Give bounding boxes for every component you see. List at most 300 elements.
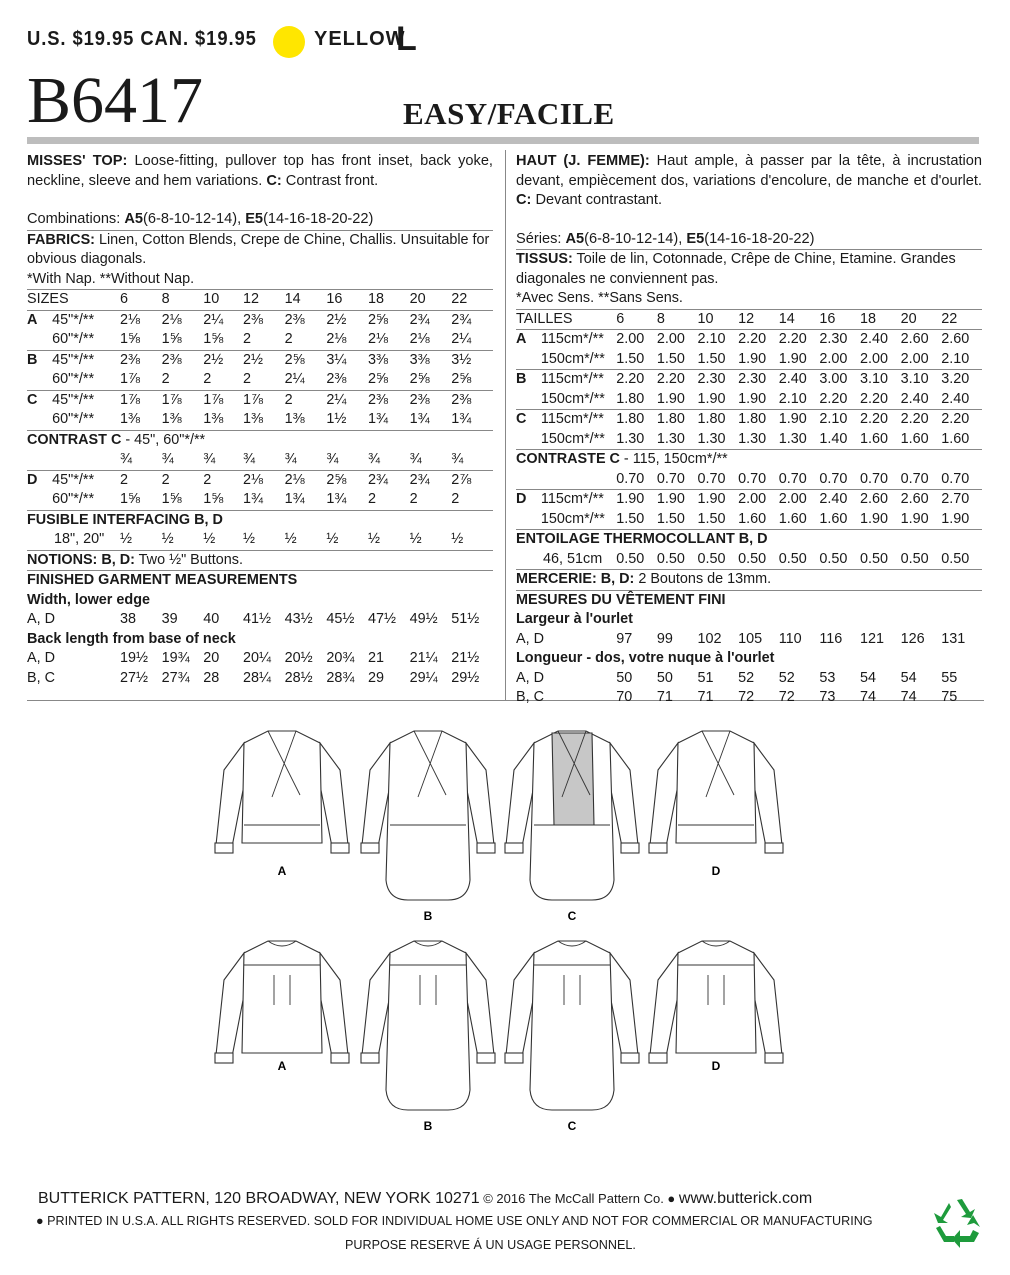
table-cell: Back length from base of neck [27, 630, 236, 647]
table-cell: 2.40 [941, 390, 970, 407]
fabrics-label: TISSUS: [516, 251, 573, 267]
table-cell: 3⅜ [410, 350, 452, 370]
table-cell: 2¼ [284, 371, 305, 387]
table-cell: 2¼ [203, 311, 224, 328]
table-cell: B, C [27, 669, 55, 686]
table-cell: 3¼ [326, 350, 368, 370]
table-cell: 51½ [451, 611, 480, 627]
table-cell: A, D [516, 669, 544, 686]
table-cell: D [27, 470, 52, 490]
table-cell: 18 [368, 290, 410, 311]
table-cell: 110 [778, 630, 802, 647]
table-cell: 2.30 [819, 331, 848, 347]
table-cell: 12 [243, 290, 285, 311]
front-view-a-label: A [277, 864, 287, 878]
width-label-row [516, 610, 982, 630]
table-cell: 2⅝ [285, 350, 327, 370]
table-cell: 1.90 [738, 390, 767, 407]
price: U.S. $19.95 CAN. $19.95 [27, 28, 257, 50]
table-cell: 2 [409, 491, 418, 507]
table-cell: 22 [451, 290, 493, 311]
table-cell: 54 [859, 669, 876, 686]
table-cell: 1.90 [657, 490, 698, 510]
table-cell: 14 [779, 309, 820, 330]
table-cell: 29 [367, 669, 384, 686]
yardage-row [27, 470, 493, 490]
back-view-d-label: D [711, 1059, 721, 1073]
table-cell [27, 490, 52, 510]
contrast-row [516, 470, 982, 490]
table-cell: 1¾ [243, 491, 264, 507]
table-cell: 29¼ [409, 669, 438, 686]
table-cell: 1⅜ [284, 411, 305, 427]
front-view-b-label: B [423, 909, 433, 923]
table-cell: 121 [859, 630, 884, 647]
table-cell: ½ [119, 531, 132, 547]
fabrics-label: FABRICS: [27, 231, 95, 248]
table-cell: 2 [161, 371, 170, 387]
table-cell: 0.50 [697, 550, 726, 567]
table-cell: 38 [119, 611, 136, 627]
front-view-d-label: D [711, 864, 721, 878]
table-cell: 2⅜ [451, 390, 493, 410]
table-cell: 2¼ [326, 390, 368, 410]
table-cell: ½ [367, 531, 380, 547]
width-label-row [27, 591, 493, 611]
table-cell: 150cm*/** [540, 430, 605, 447]
contrast-label: CONTRAST C [27, 431, 122, 448]
table-cell: 1.80 [616, 390, 645, 407]
table-cell: 2 [203, 371, 212, 387]
table-cell: ½ [326, 531, 339, 547]
table-cell: 53 [819, 669, 836, 686]
table-cell: C [27, 390, 52, 410]
table-cell: A [27, 311, 38, 328]
difficulty: EASY/FACILE [403, 96, 615, 131]
table-cell: 150cm*/** [540, 390, 605, 407]
table-cell [27, 450, 52, 470]
table-cell: 2⅛ [409, 331, 430, 347]
yardage-table [27, 230, 493, 689]
table-cell: 2⅛ [367, 331, 388, 347]
table-cell: 28¾ [326, 669, 355, 686]
table-cell: 20 [203, 650, 220, 666]
table-cell: 1¾ [284, 491, 305, 507]
table-cell: 51 [697, 669, 714, 686]
back-label-row [27, 630, 493, 650]
table-cell [27, 370, 52, 390]
table-cell: ½ [451, 531, 464, 547]
table-cell: 8 [162, 290, 204, 311]
table-cell: 116 [819, 630, 843, 647]
table-cell: 54 [900, 669, 917, 686]
table-cell: 1¾ [326, 491, 347, 507]
english-column [27, 152, 493, 688]
french-column [516, 152, 982, 708]
table-cell: 45½ [326, 611, 355, 627]
table-cell: 1.80 [657, 410, 698, 430]
table-cell: 1.40 [819, 430, 848, 447]
table-cell: 2.40 [859, 331, 888, 347]
table-cell: 0.70 [778, 470, 807, 487]
table-cell: ¾ [203, 451, 216, 467]
yardage-row [516, 330, 982, 350]
yardage-row [516, 510, 982, 530]
back-view-a-label: A [277, 1059, 287, 1073]
footer-purpose: PURPOSE RESERVE Á UN USAGE PERSONNEL. [345, 1238, 636, 1252]
table-cell: TAILLES [516, 309, 616, 330]
table-cell: 0.50 [656, 550, 685, 567]
table-cell: 2.10 [778, 390, 807, 407]
combo-a: A5 [124, 211, 143, 227]
table-cell: 0.70 [941, 470, 970, 487]
table-cell: 1.90 [859, 510, 888, 527]
table-cell: 2 [120, 470, 162, 490]
description-view-c: C: [516, 192, 532, 208]
table-cell: 47½ [367, 611, 396, 627]
table-cell: 126 [900, 630, 925, 647]
table-cell: 2.00 [819, 350, 848, 367]
table-cell: 60"*/** [52, 331, 95, 347]
contrast-header-row [516, 450, 982, 470]
table-cell: 2¾ [409, 311, 430, 328]
table-cell: B [27, 350, 52, 370]
table-cell: 39 [161, 611, 178, 627]
nap-row [516, 289, 982, 309]
table-cell: 1.80 [616, 410, 657, 430]
table-cell [516, 470, 541, 490]
description-text: Haut ample, à passer par la tête, à incrustation devant, empiècement dos, variations d'encolure, de manche et d'ourlet. [516, 153, 982, 189]
yardage-row [27, 390, 493, 410]
table-cell: 0.50 [778, 550, 807, 567]
table-cell [516, 450, 982, 470]
table-cell: 2¾ [368, 470, 410, 490]
front-view-c [505, 731, 639, 923]
contrast-header-row [27, 430, 493, 450]
combo-a-sizes: (6-8-10-12-14), [584, 230, 687, 247]
table-cell: A, D [27, 650, 55, 666]
table-cell: 0.70 [738, 470, 767, 487]
table-cell: 1.60 [900, 430, 929, 447]
table-cell: 75 [941, 689, 958, 705]
table-cell: 2.30 [697, 370, 738, 390]
table-cell [27, 430, 493, 450]
yardage-row [27, 410, 493, 430]
table-cell: C [516, 410, 541, 430]
table-cell: 2.60 [901, 490, 942, 510]
table-cell: 28¼ [243, 669, 272, 686]
table-cell: ¾ [161, 451, 174, 467]
table-cell: 2⅛ [243, 470, 285, 490]
table-cell: 2⅛ [161, 311, 182, 328]
table-cell: 0.70 [616, 470, 645, 487]
table-cell: 3½ [451, 350, 493, 370]
combinations [27, 210, 493, 230]
yardage-table [516, 249, 982, 708]
table-cell: 2 [451, 491, 460, 507]
table-cell: 2.00 [616, 331, 645, 347]
table-cell: 131 [941, 630, 966, 647]
table-cell: 6 [616, 309, 657, 330]
width-row [516, 630, 982, 650]
table-cell: 2⅞ [451, 470, 493, 490]
table-cell [516, 570, 982, 591]
table-cell: 2.20 [819, 390, 848, 407]
table-cell: 1¾ [367, 411, 388, 427]
table-cell: 50 [656, 669, 673, 686]
finished-header-row [27, 571, 493, 591]
table-cell: ½ [243, 531, 256, 547]
table-cell: 43½ [284, 611, 313, 627]
table-cell: 2.70 [941, 490, 982, 510]
table-cell [27, 330, 52, 350]
fabrics-row [27, 230, 493, 270]
table-cell: 1½ [326, 411, 347, 427]
table-cell: 1¾ [409, 411, 430, 427]
back-view-c [505, 941, 639, 1133]
table-cell: 21 [367, 650, 384, 666]
front-views [215, 731, 783, 923]
table-cell: 2.30 [738, 370, 779, 390]
table-cell: 2⅜ [243, 311, 264, 328]
table-cell: 0.50 [900, 550, 929, 567]
table-cell: 50 [616, 669, 633, 686]
yardage-row [516, 390, 982, 410]
table-cell: 0.70 [900, 470, 929, 487]
table-cell: 2.60 [900, 331, 929, 347]
back-view-c-label: C [567, 1119, 577, 1133]
table-cell: 1.90 [779, 410, 820, 430]
table-cell: 2¾ [451, 311, 472, 328]
combo-e: E5 [245, 211, 264, 227]
back-length-row [516, 688, 982, 708]
footer-address-line [38, 1190, 812, 1208]
table-cell: 28½ [284, 669, 313, 686]
table-cell: 45"*/** [52, 350, 120, 370]
yardage-row [27, 350, 493, 370]
table-cell: ¾ [326, 451, 339, 467]
table-cell: 2 [284, 331, 293, 347]
table-cell [52, 450, 120, 470]
table-cell: 55 [941, 669, 958, 686]
table-cell: 1⅜ [119, 411, 140, 427]
table-cell: 2⅛ [326, 331, 347, 347]
table-cell: SIZES [27, 290, 120, 311]
table-cell: 1.30 [697, 430, 726, 447]
table-cell: 18", 20" [54, 531, 105, 547]
table-cell: 1¾ [451, 411, 472, 427]
table-cell: 1⅝ [203, 491, 224, 507]
table-cell: 0.70 [819, 470, 848, 487]
footer-rights: ● PRINTED IN U.S.A. ALL RIGHTS RESERVED. SOLD FOR INDIVIDUAL HOME USE ONLY AND NOT FOR COMMERCIAL OR MANUFACTURING [36, 1214, 873, 1228]
table-cell: 2¼ [451, 331, 472, 347]
recycle-icon [930, 1196, 984, 1250]
table-cell: Largeur à l'ourlet [516, 611, 633, 627]
table-cell: MESURES DU VÊTEMENT FINI [516, 590, 982, 610]
table-cell: ¾ [119, 451, 132, 467]
table-cell: FUSIBLE INTERFACING B, D [27, 510, 493, 530]
table-cell: 1.60 [859, 430, 888, 447]
sizes-header-row [27, 290, 493, 311]
table-cell: 1.60 [738, 510, 767, 527]
back-view-b [361, 941, 495, 1133]
table-cell: B [516, 370, 541, 390]
table-cell: 2⅝ [326, 470, 368, 490]
table-cell: 2.10 [697, 331, 726, 347]
table-cell: 97 [616, 630, 633, 647]
combinations-label: Combinations: [27, 211, 125, 227]
table-cell: 2.10 [941, 350, 970, 367]
table-cell: 1⅜ [243, 411, 264, 427]
table-cell [516, 510, 541, 530]
table-cell: 1.50 [656, 510, 685, 527]
column-divider [505, 150, 506, 700]
table-cell: 115cm*/** [541, 410, 616, 430]
table-cell: 22 [941, 309, 982, 330]
table-cell [27, 230, 493, 270]
table-cell: 71 [656, 689, 673, 705]
table-cell: 20 [410, 290, 452, 311]
table-cell: 0.70 [859, 470, 888, 487]
table-cell: 1.90 [656, 390, 685, 407]
table-cell [27, 410, 52, 430]
group-letter: L [396, 20, 417, 58]
notions-row [27, 550, 493, 571]
table-cell: 3.10 [860, 370, 901, 390]
table-cell: 1⅞ [120, 390, 162, 410]
table-cell: 2.00 [900, 350, 929, 367]
description-view-c-text: Devant contrastant. [531, 192, 663, 208]
yardage-row [516, 370, 982, 390]
table-cell: 150cm*/** [540, 510, 605, 527]
table-cell: 0.50 [738, 550, 767, 567]
table-cell: 73 [819, 689, 836, 705]
fusible-row [516, 550, 982, 570]
table-cell: 74 [900, 689, 917, 705]
table-cell: 2.00 [656, 331, 685, 347]
contrast-label: CONTRASTE C [516, 451, 620, 467]
table-cell: 0.50 [819, 550, 848, 567]
back-view-b-label: B [423, 1119, 433, 1133]
technical-drawings [200, 715, 820, 1135]
finished-header-row [516, 590, 982, 610]
combo-e-sizes: (14-16-18-20-22) [263, 211, 374, 227]
table-cell [516, 250, 982, 290]
combo-e: E5 [686, 230, 705, 247]
table-cell: ¾ [243, 451, 256, 467]
table-cell: 3⅜ [368, 350, 410, 370]
table-cell: Width, lower edge [27, 591, 150, 608]
table-cell: 1.90 [616, 490, 657, 510]
table-cell: A, D [516, 630, 544, 647]
table-cell: 2¾ [410, 470, 452, 490]
table-cell: 0.70 [697, 470, 726, 487]
front-view-b [361, 731, 495, 923]
back-view-d [649, 941, 783, 1073]
table-cell: 1⅝ [119, 491, 140, 507]
table-cell: 1.90 [697, 390, 726, 407]
table-cell: 2⅜ [368, 390, 410, 410]
table-cell: FINISHED GARMENT MEASUREMENTS [27, 571, 493, 591]
description-view-c: C: [266, 172, 282, 189]
combinations [516, 230, 982, 250]
yardage-row [516, 490, 982, 510]
table-cell: 1.90 [900, 510, 929, 527]
yardage-row [516, 430, 982, 450]
table-cell: 150cm*/** [540, 350, 605, 367]
nap-row [27, 270, 493, 290]
back-length-row [516, 669, 982, 689]
table-cell: 2 [367, 491, 376, 507]
back-length-row [27, 669, 493, 689]
fabrics-text: Linen, Cotton Blends, Crepe de Chine, Challis. Unsuitable for obvious diagonals. [27, 231, 490, 267]
table-cell: 2⅝ [367, 311, 388, 328]
table-cell: 2.40 [819, 490, 860, 510]
table-cell: B, C [516, 689, 544, 705]
table-cell: 2.10 [819, 410, 860, 430]
contrast-row [27, 450, 493, 470]
footer-address: BUTTERICK PATTERN, 120 BROADWAY, NEW YORK 10271 [38, 1190, 480, 1207]
table-cell: 1.80 [738, 410, 779, 430]
table-cell: 2.20 [616, 370, 657, 390]
table-cell: 2.20 [738, 331, 767, 347]
table-cell [516, 350, 541, 370]
table-cell: 2⅜ [284, 311, 305, 328]
table-cell: 1⅜ [161, 411, 182, 427]
table-cell: 1⅞ [162, 390, 204, 410]
combinations-label: Séries: [516, 230, 566, 247]
table-cell: ½ [284, 531, 297, 547]
table-cell: 1.30 [738, 430, 767, 447]
back-length-row [27, 649, 493, 669]
table-cell: *With Nap. **Without Nap. [27, 270, 195, 287]
table-cell: 72 [738, 689, 755, 705]
header-rule [27, 137, 979, 144]
table-cell: 71 [697, 689, 714, 705]
front-view-c-label: C [567, 909, 577, 923]
description-title: HAUT (J. FEMME): [516, 153, 650, 169]
table-cell: 2 [285, 390, 327, 410]
table-cell: D [516, 490, 541, 510]
table-cell: 1.50 [697, 510, 726, 527]
contrast-widths: - 115, 150cm*/** [619, 451, 728, 467]
table-cell: ENTOILAGE THERMOCOLLANT B, D [516, 530, 982, 550]
table-cell: 1.50 [616, 350, 645, 367]
table-cell: ½ [161, 531, 174, 547]
table-cell: 115cm*/** [541, 370, 616, 390]
table-cell: 1.30 [778, 430, 807, 447]
notions-text: Two ½" Buttons. [134, 551, 243, 568]
yardage-row [27, 490, 493, 510]
fusible-row [27, 530, 493, 550]
yardage-row [27, 330, 493, 350]
fabrics-text: Toile de lin, Cotonnade, Crêpe de Chine, Etamine. Grandes diagonales ne conviennent pas. [516, 251, 956, 287]
table-cell: 115cm*/** [541, 490, 616, 510]
table-cell: 2⅜ [162, 350, 204, 370]
table-cell: 2½ [203, 350, 243, 370]
table-cell: 41½ [243, 611, 272, 627]
table-cell: 52 [778, 669, 795, 686]
table-cell: 27¾ [161, 669, 190, 686]
table-cell: 1⅞ [119, 371, 140, 387]
fusible-header-row [27, 510, 493, 530]
table-cell [516, 390, 541, 410]
front-view-d [649, 731, 783, 878]
yardage-row [516, 350, 982, 370]
footer-website[interactable]: www.butterick.com [678, 1190, 813, 1207]
table-cell: 8 [657, 309, 698, 330]
notions-row [516, 570, 982, 591]
